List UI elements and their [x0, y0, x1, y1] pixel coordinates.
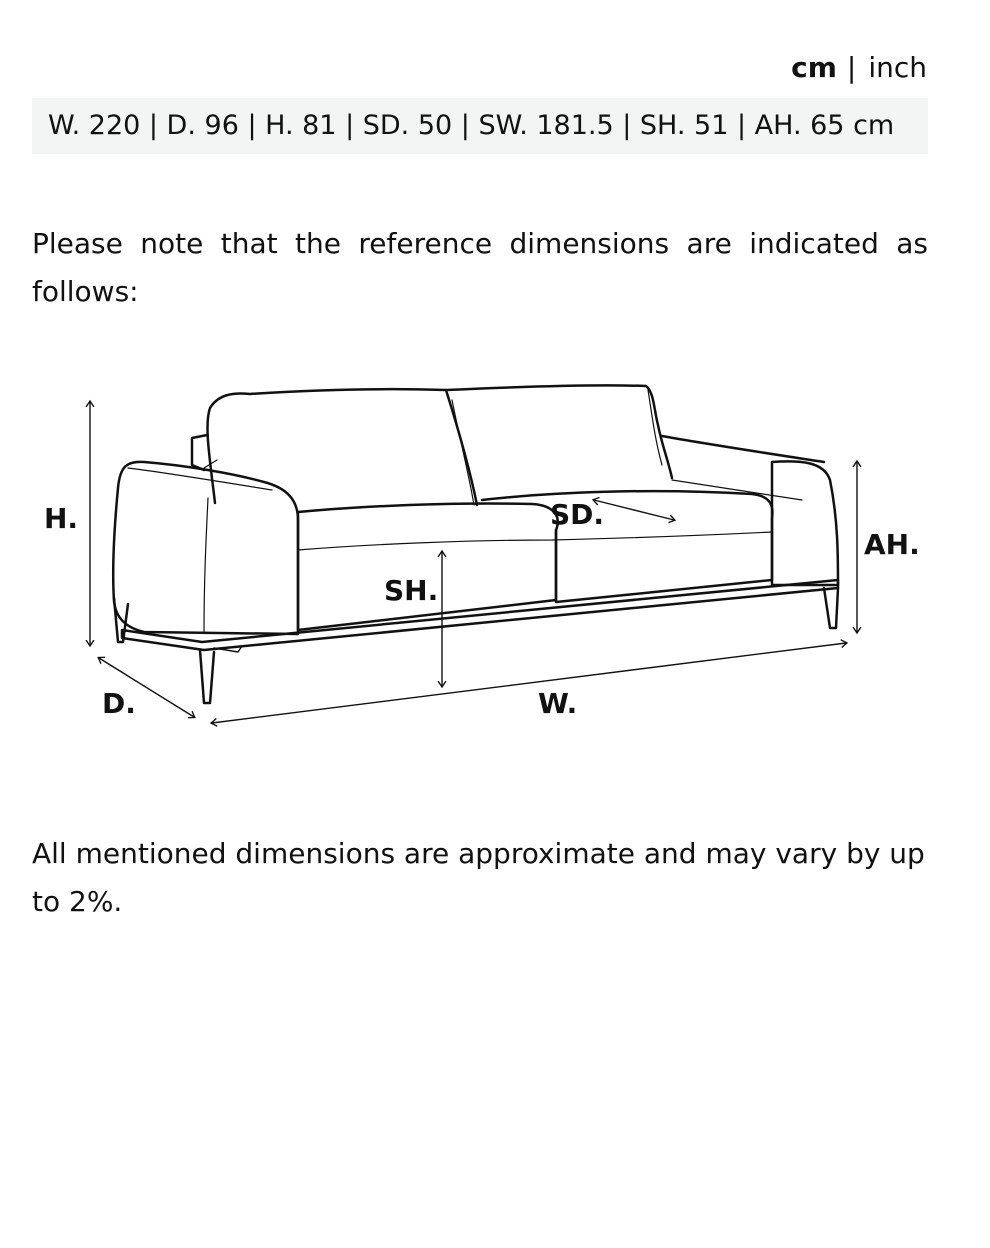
- seat-height-label: SH.: [384, 574, 439, 607]
- seat-depth-label: SD.: [550, 498, 605, 531]
- dimensions-summary-text: W. 220 | D. 96 | H. 81 | SD. 50 | SW. 181.5 | SH. 51 | AH. 65 cm: [48, 110, 895, 141]
- right-arm: [672, 461, 838, 585]
- sofa-dimension-diagram: [32, 370, 932, 740]
- unit-cm-option[interactable]: cm: [791, 51, 837, 84]
- sofa-legs: [114, 588, 838, 703]
- approximation-note: All mentioned dimensions are approximate and may vary by up to 2%.: [32, 837, 925, 918]
- back-cushion-left: [207, 389, 477, 505]
- width-label: W.: [538, 687, 578, 720]
- back-frame: [192, 435, 824, 470]
- unit-inch-option[interactable]: inch: [868, 51, 927, 84]
- left-arm: [113, 462, 298, 634]
- base-rail: [122, 580, 838, 650]
- seat-depth-arrow: [594, 500, 674, 520]
- width-arrow: [212, 643, 846, 723]
- arm-height-label: AH.: [864, 528, 920, 561]
- reference-note: Please note that the reference dimensions are indicated as follows:: [32, 227, 928, 308]
- unit-toggle: [791, 50, 927, 86]
- back-cushion-right: [446, 385, 672, 505]
- depth-label: D.: [102, 687, 136, 720]
- dimensions-summary-bar: [32, 98, 928, 154]
- sofa-illustration: [32, 370, 932, 740]
- height-label: H.: [44, 502, 79, 535]
- unit-separator: |: [846, 51, 857, 84]
